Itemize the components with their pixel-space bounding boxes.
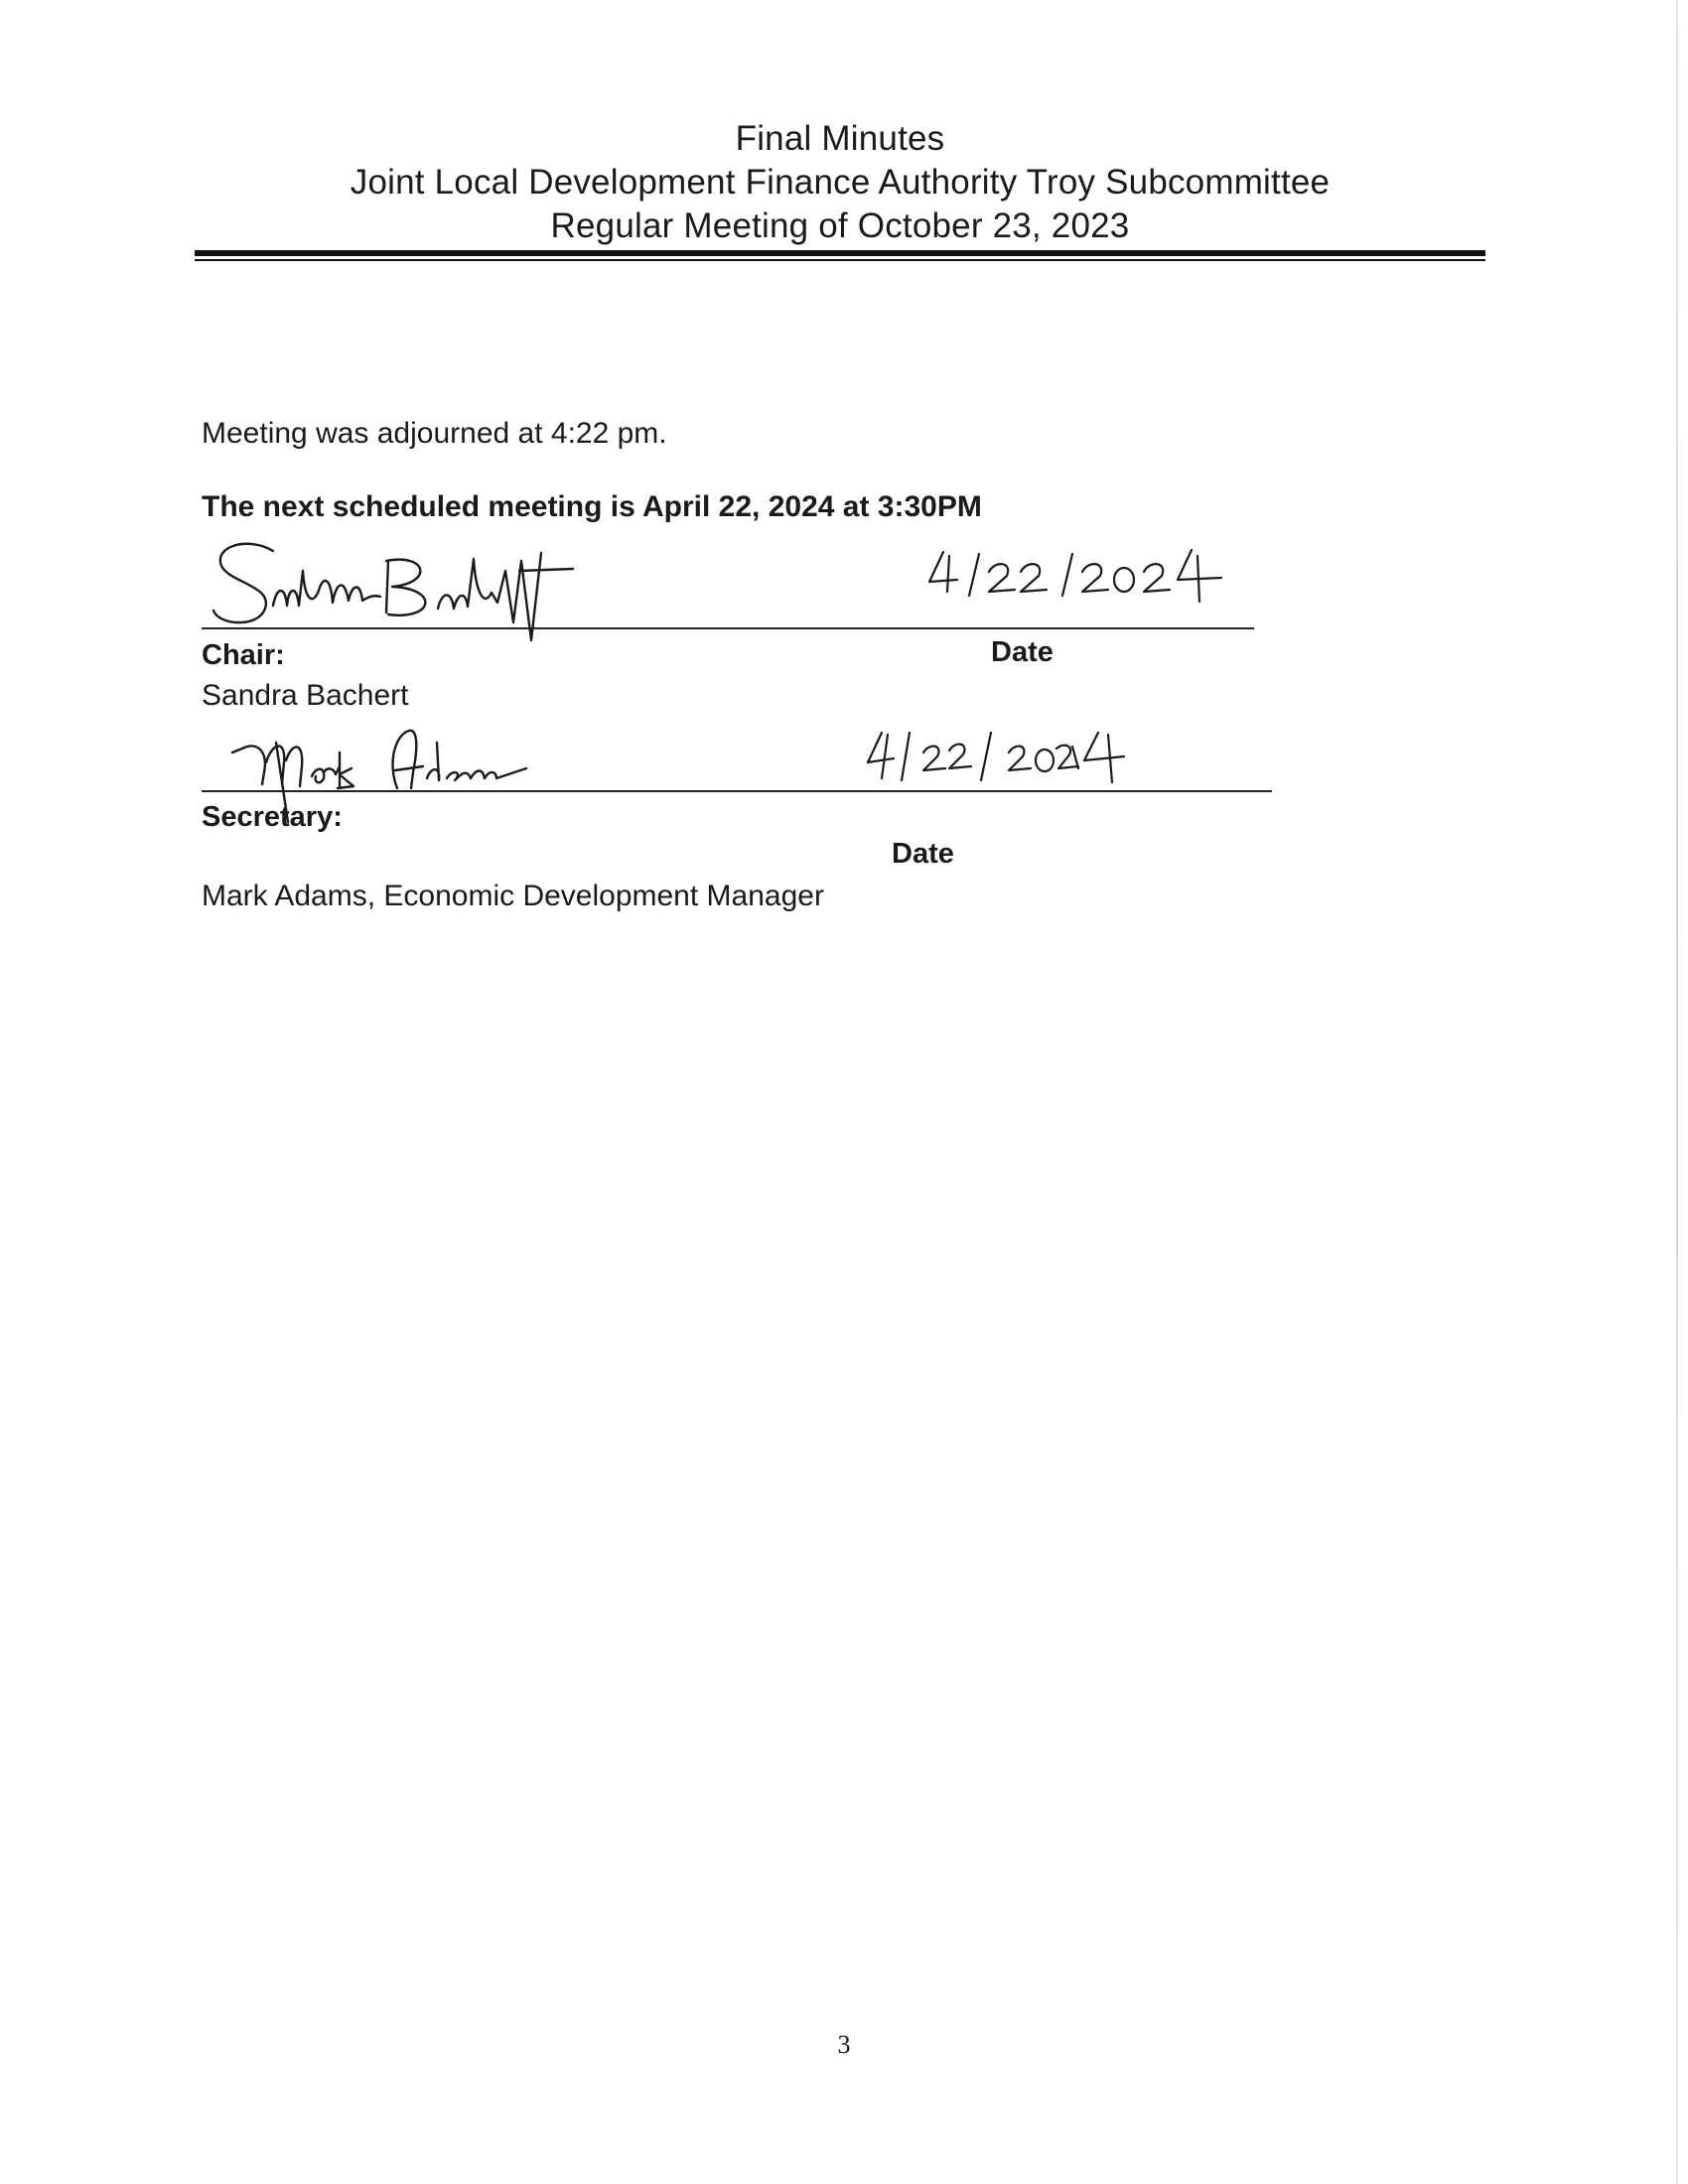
secretary-label: Secretary:: [202, 801, 343, 833]
header-meeting-date: Regular Meeting of October 23, 2023: [550, 206, 1130, 245]
document-header: [195, 117, 1485, 248]
secretary-handwritten-date: [864, 725, 1182, 804]
next-meeting-text: The next scheduled meeting is April 22, 2024 at 3:30PM: [202, 490, 982, 523]
chair-handwritten-date: [923, 544, 1301, 623]
header-rule-thick: [195, 250, 1485, 256]
page-number: 3: [837, 2030, 851, 2059]
chair-signature: [204, 531, 740, 650]
header-title: Final Minutes: [735, 119, 945, 158]
secretary-signature-line: [202, 790, 1272, 792]
chair-signature-line: [202, 627, 1254, 629]
secretary-name: Mark Adams, Economic Development Manager: [202, 880, 824, 912]
header-rule-thin: [195, 259, 1485, 261]
secretary-date-label: Date: [892, 838, 954, 870]
chair-name: Sandra Bachert: [202, 679, 409, 712]
adjournment-text: Meeting was adjourned at 4:22 pm.: [202, 417, 667, 450]
chair-label: Chair:: [202, 639, 285, 671]
chair-date-label: Date: [991, 636, 1054, 668]
header-organization: Joint Local Development Finance Authority Troy Subcommittee: [350, 163, 1331, 202]
scan-edge-shadow: [1676, 0, 1678, 2184]
